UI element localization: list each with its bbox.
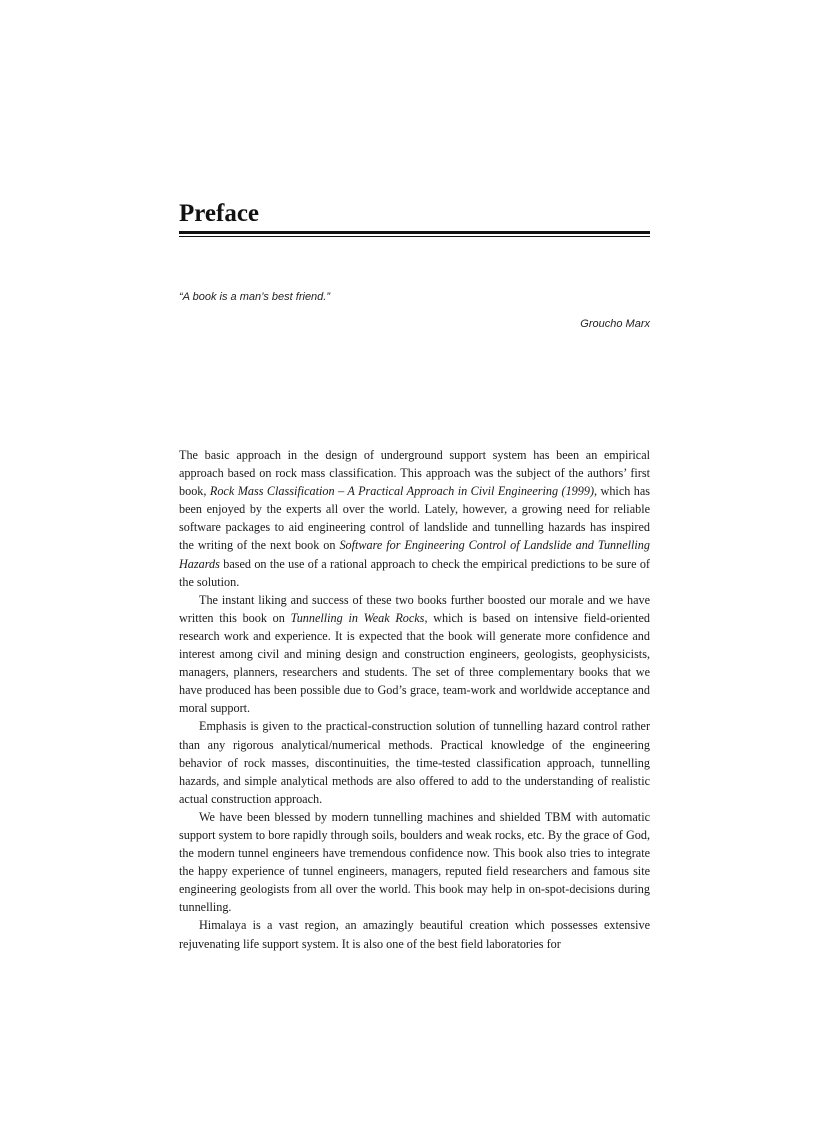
page-title: Preface	[179, 200, 260, 227]
book-title: Software for Engineering Control of Landslide and Tunnelling Hazards	[179, 538, 650, 571]
title-rule-thick	[179, 231, 650, 234]
paragraph	[179, 446, 650, 591]
paragraph: Himalaya is a vast region, an amazingly beautiful creation which possesses extensive rejuvenating life support system. It is also one of the best field laboratories for	[179, 918, 650, 951]
epigraph-author: Groucho Marx	[580, 318, 650, 330]
paragraph: We have been blessed by modern tunnelling machines and shielded TBM with automatic support system to bore rapidly through soils, boulders and weak rocks, etc. By the grace of God, the modern tunnel engineers have tremendous confidence now. This book also tries to integrate the happy experience of tunnel engineers, managers, reputed field researchers and famous site engineering geologists from all over the world. This book may help in on-spot-decisions during tunnelling.	[179, 809, 650, 915]
paragraph-text: , which has been enjoyed by the experts all over the world. Lately, however, a growing need for reliable software packages to aid engineering control of landslide and tunnelling hazards has inspired the writing of the next book on	[179, 484, 651, 553]
book-title: Tunnelling in Weak Rocks	[290, 610, 425, 625]
paragraph: Emphasis is given to the practical-construction solution of tunnelling hazard control rather than any rigorous analytical/numerical methods. Practical knowledge of the engineering behavior of rock masses, discontinuities, the time-tested classification approach, tunnelling hazards, and simple analytical methods are also offered to add to the understanding of realistic actual construction approach.	[179, 719, 650, 806]
title-rule-thin	[179, 236, 650, 237]
body-text	[179, 446, 650, 953]
book-title: Rock Mass Classification – A Practical Approach in Civil Engineering (1999)	[209, 484, 595, 499]
paragraph-text: The basic approach in the design of underground support system has been an empirical approach based on rock mass classification. This approach was the subject of the authors’ first book,	[179, 448, 650, 499]
paragraph-text: The instant liking and success of these two books further boosted our morale and we have written this book on	[179, 592, 650, 625]
paragraph	[179, 591, 650, 718]
epigraph-quote: “A book is a man’s best friend.”	[179, 291, 331, 303]
paragraph-text: based on the use of a rational approach to check the empirical predictions to be sure of the solution.	[179, 556, 650, 589]
paragraph-text: , which is based on intensive field-oriented research work and experience. It is expected that the book will generate more confidence and interest among civil and mining design and construction engineers, geologists, geophysicists, managers, planners, researchers and students. The set of three complementary books that we have produced has been possible due to God’s grace, team-work and worldwide acceptance and moral support.	[179, 610, 650, 716]
